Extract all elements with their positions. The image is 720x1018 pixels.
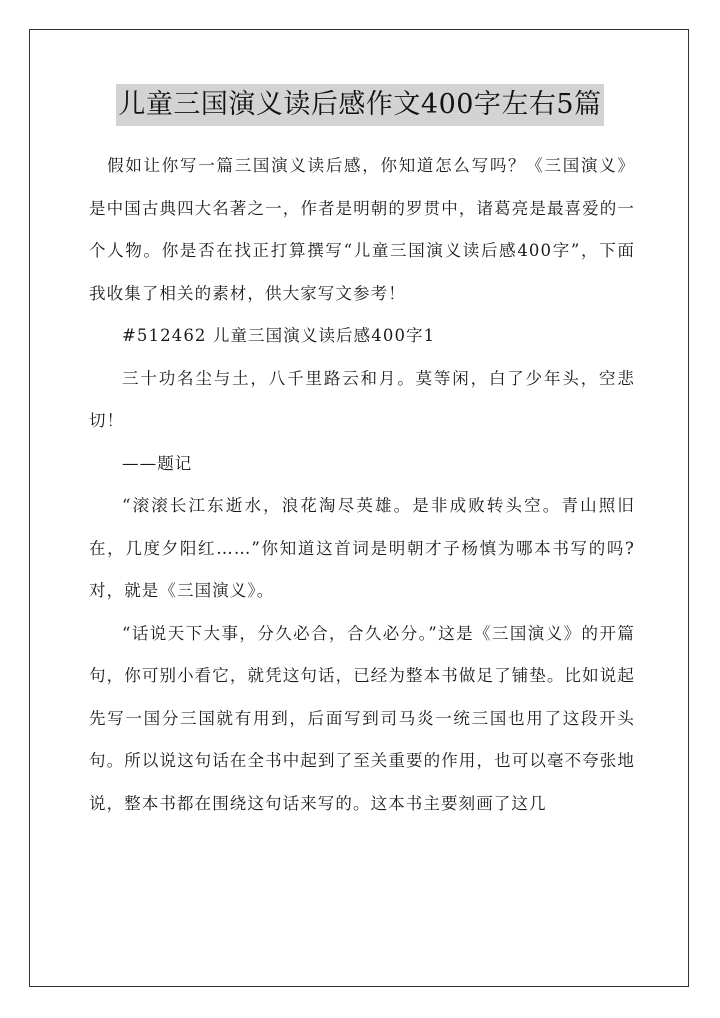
body-paragraph: “滚滚长江东逝水，浪花淘尽英雄。是非成败转头空。青山照旧在，几度夕阳红……”你知道这首词是明朝才子杨慎为哪本书写的吗?对，就是《三国演义》。	[89, 496, 635, 600]
document-title: 儿童三国演义读后感作文400字左右5篇	[116, 84, 603, 126]
epigraph-poem: 三十功名尘与土，八千里路云和月。莫等闲，白了少年头，空悲切！	[89, 368, 635, 430]
epigraph-label: ——题记	[122, 453, 193, 473]
body-paragraph: “话说天下大事，分久必合，合久必分。”这是《三国演义》的开篇句，你可别小看它，就凭这句话，已经为整本书做足了铺垫。比如说起先写一国分三国就有用到，后面写到司马炎一统三国也用了这段开头句。所以说这句话在全书中起到了至关重要的作用，也可以毫不夸张地说，整本书都在围绕这句话来写的。这本书主要刻画了这几	[89, 623, 635, 813]
document-body	[89, 145, 635, 825]
section-heading: #512462 儿童三国演义读后感400字1	[122, 326, 436, 345]
intro-paragraph: 假如让你写一篇三国演义读后感，你知道怎么写吗？《三国演义》是中国古典四大名著之一，作者是明朝的罗贯中，诸葛亮是最喜爱的一个人物。你是否在找正打算撰写“儿童三国演义读后感400字”，下面我收集了相关的素材，供大家写文参考！	[89, 156, 635, 303]
title-container	[0, 84, 720, 126]
